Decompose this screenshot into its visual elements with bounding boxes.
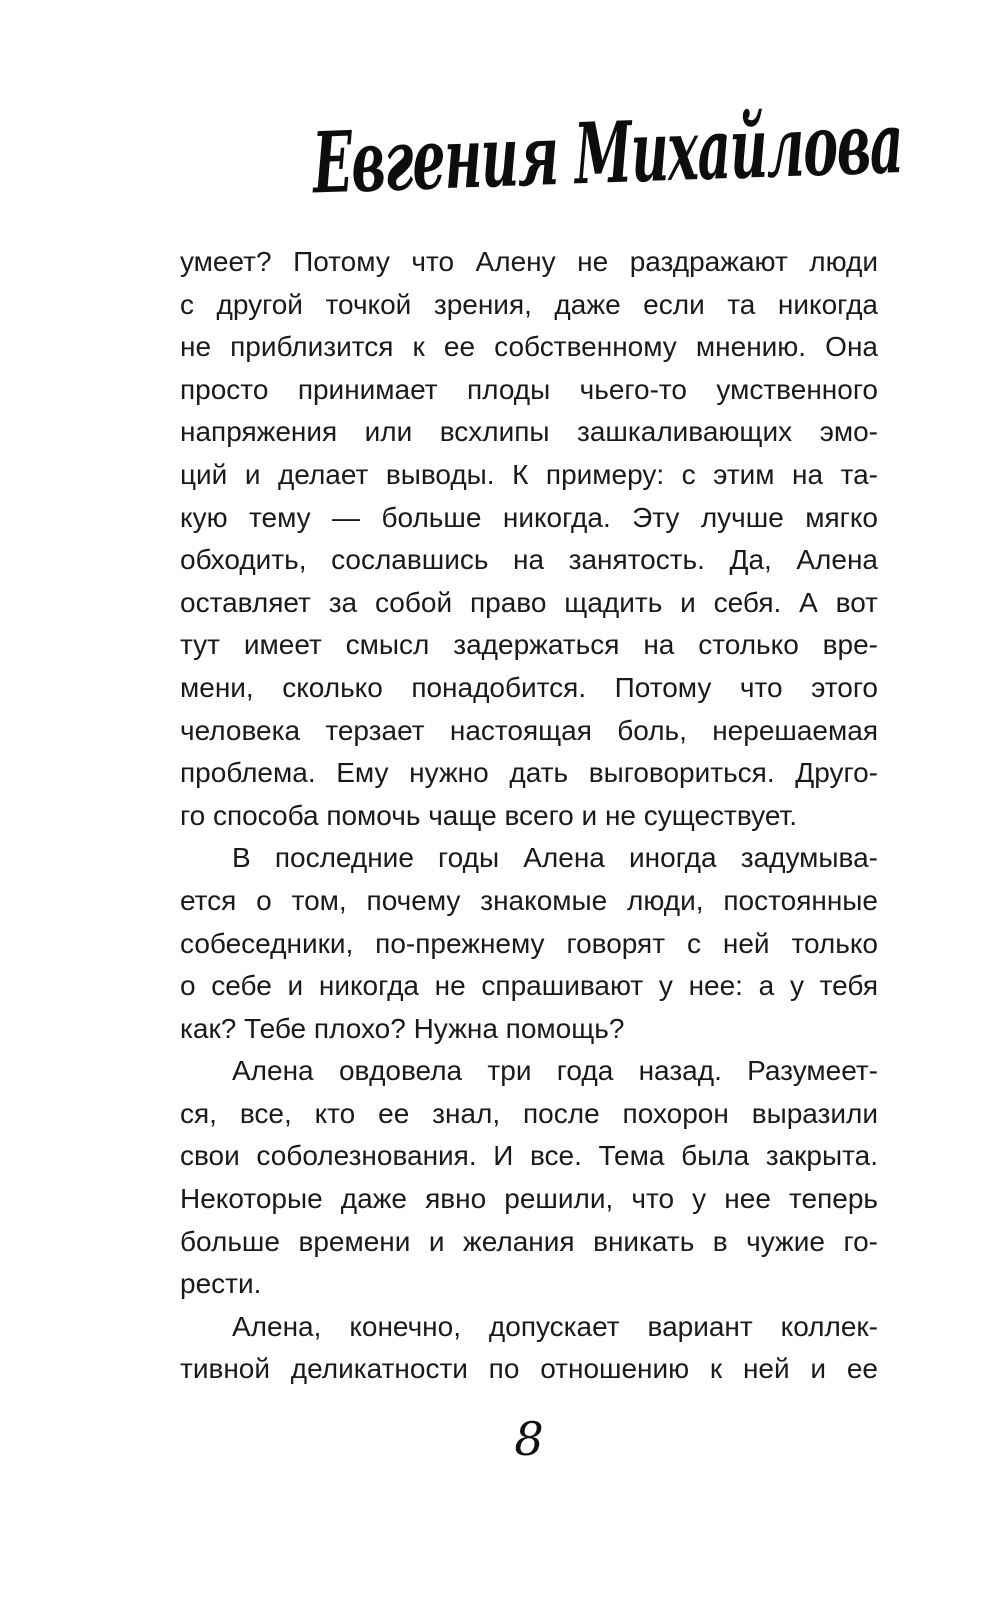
text-line: собеседники, по-прежнему говорят с ней только xyxy=(180,927,878,959)
text-line: мени, сколько понадобится. Потому что этого xyxy=(180,671,878,703)
text-line: с другой точкой зрения, даже если та никогда xyxy=(180,288,878,320)
text-line: ций и делает выводы. К примеру: с этим на та- xyxy=(180,458,878,490)
text-line: Алена, конечно, допускает вариант коллек- xyxy=(232,1310,878,1342)
body-text xyxy=(180,241,878,1391)
text-line: напряжения или всхлипы зашкаливающих эмо- xyxy=(180,416,878,448)
paragraph xyxy=(180,1306,878,1391)
text-line: рести. xyxy=(180,1268,262,1300)
page-number: 8 xyxy=(514,1412,544,1466)
text-line: человека терзает настоящая боль, нерешаемая xyxy=(180,714,878,746)
text-line: Алена овдовела три года назад. Разумеет- xyxy=(232,1055,878,1087)
text-line: не приблизится к ее собственному мнению. Она xyxy=(180,331,878,363)
text-line: ся, все, кто ее знал, после похорон выразили xyxy=(180,1097,878,1129)
paragraph xyxy=(180,837,878,1050)
text-line: Некоторые даже явно решили, что у нее теперь xyxy=(180,1183,878,1215)
text-line: как? Тебе плохо? Нужна помощь? xyxy=(180,1012,625,1044)
text-line: тут имеет смысл задержаться на столько вре- xyxy=(180,629,878,661)
paragraph xyxy=(180,1050,878,1306)
text-line: тивной деликатности по отношению к ней и ее xyxy=(180,1353,878,1385)
text-line: кую тему — больше никогда. Эту лучше мягко xyxy=(180,501,878,533)
paragraph xyxy=(180,241,878,837)
text-line: го способа помочь чаще всего и не существует. xyxy=(180,799,797,831)
author-signature: Евгения Михайлова xyxy=(311,93,904,213)
text-line: о себе и никогда не спрашивают у нее: а у тебя xyxy=(180,970,878,1002)
text-line: ется о том, почему знакомые люди, постоянные xyxy=(180,884,878,916)
text-line: проблема. Ему нужно дать выговориться. Друго- xyxy=(180,757,878,789)
text-line: оставляет за собой право щадить и себя. А вот xyxy=(180,586,878,618)
text-line: В последние годы Алена иногда задумыва- xyxy=(232,842,878,874)
text-line: просто принимает плоды чьего-то умственного xyxy=(180,373,878,405)
text-line: обходить, сославшись на занятость. Да, Алена xyxy=(180,544,878,576)
text-line: умеет? Потому что Алену не раздражают люди xyxy=(180,246,878,277)
text-line: свои соболезнования. И все. Тема была закрыта. xyxy=(180,1140,878,1172)
text-line: больше времени и желания вникать в чужие го- xyxy=(180,1225,878,1257)
